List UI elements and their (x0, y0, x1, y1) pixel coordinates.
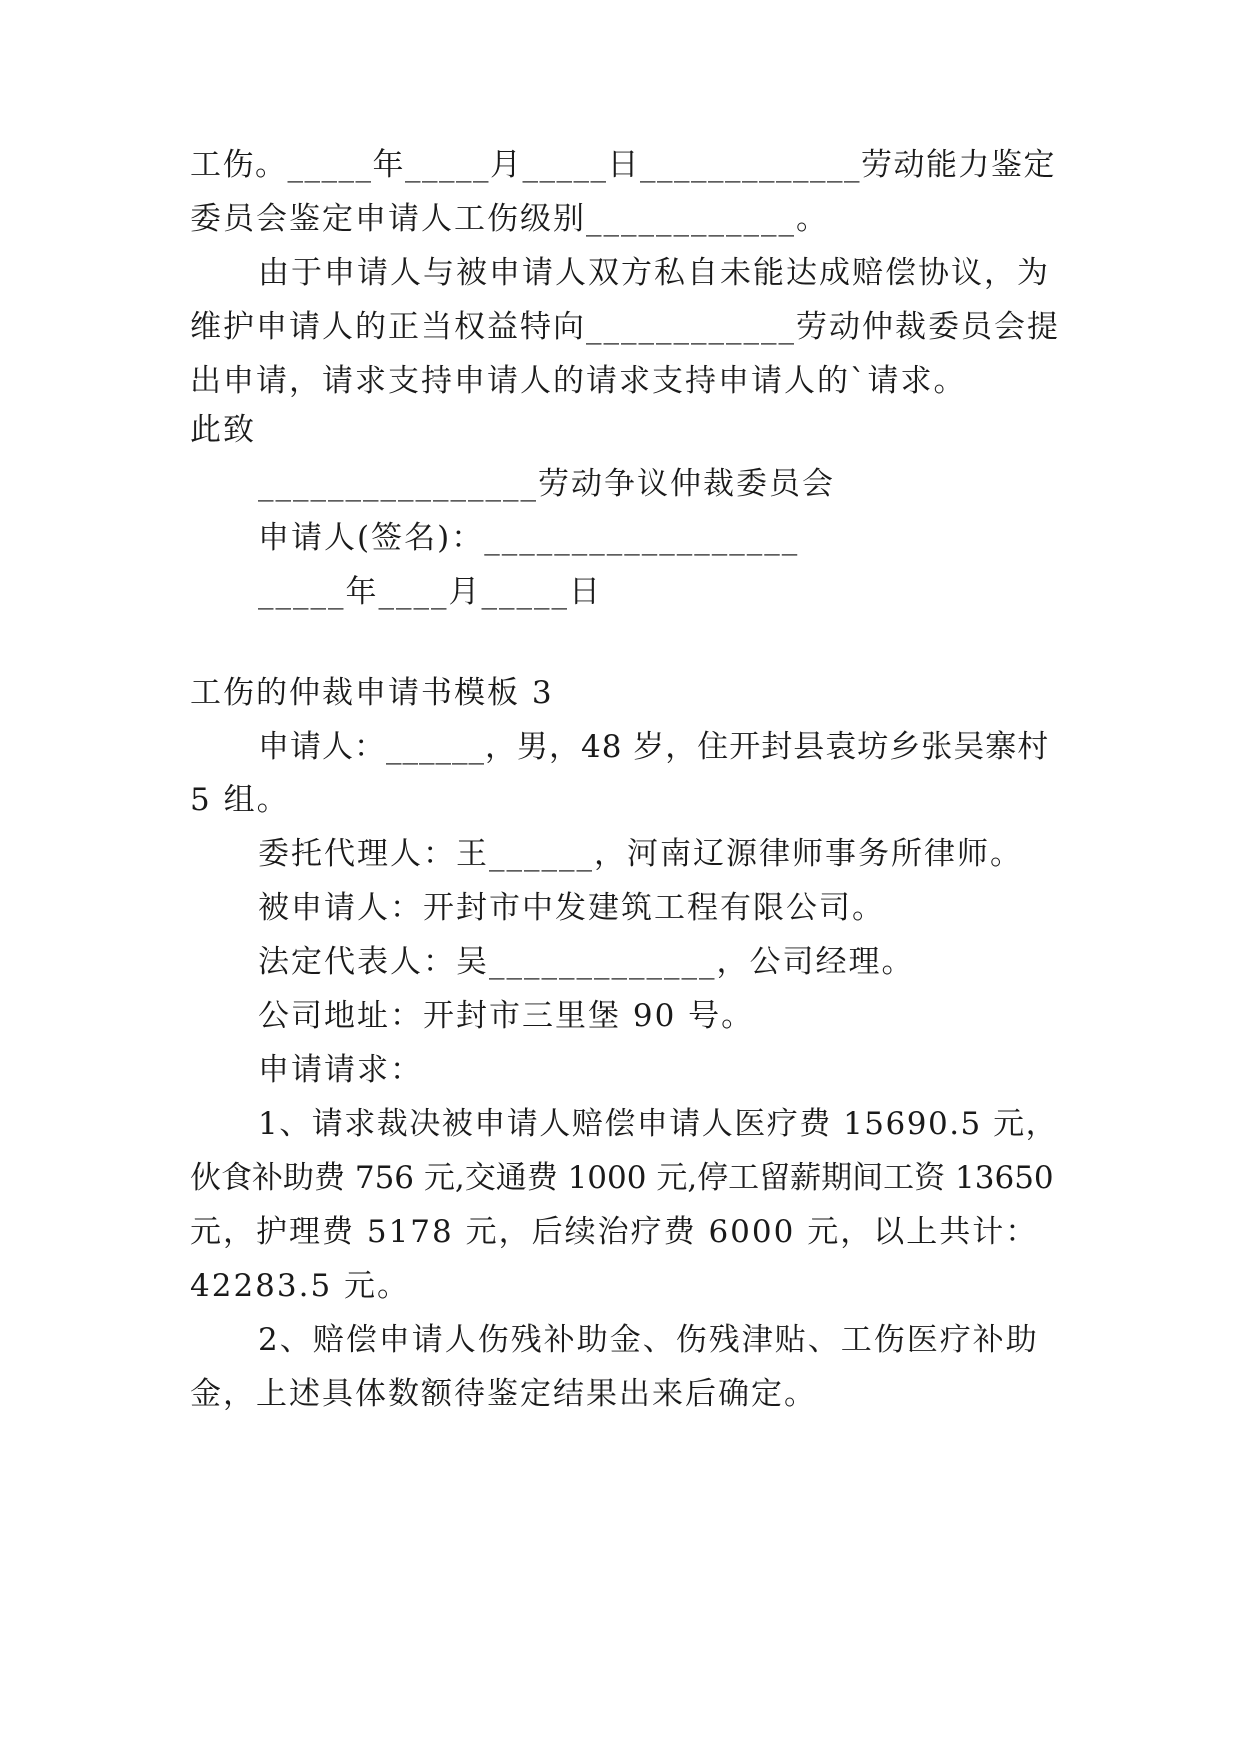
line-18: 1、请求裁决被申请人赔偿申请人医疗费 15690.5 元， (258, 1106, 1059, 1142)
line-3: 由于申请人与被申请人双方私自未能达成赔偿协议，为 (258, 255, 1050, 291)
line-15: 法定代表人：吴_____________，公司经理。 (258, 944, 915, 980)
line-14: 被申请人：开封市中发建筑工程有限公司。 (258, 890, 885, 926)
line-11: 申请人：______，男，48 岁，住开封县袁坊乡张吴寨村 (258, 729, 1050, 765)
line-17: 申请请求： (258, 1052, 423, 1088)
line-20: 元，护理费 5178 元，后续治疗费 6000 元，以上共计： (190, 1214, 1039, 1250)
line-4: 维护申请人的正当权益特向____________劳动仲裁委员会提 (190, 309, 1060, 345)
line-13: 委托代理人：王______，河南辽源律师事务所律师。 (258, 836, 1023, 872)
line-22: 2、赔偿申请人伤残补助金、伤残津贴、工伤医疗补助 (258, 1322, 1039, 1358)
line-9: _____年____月_____日 (258, 574, 602, 610)
line-2: 委员会鉴定申请人工伤级别____________。 (190, 201, 829, 237)
section-heading: 工伤的仲裁申请书模板 3 (190, 675, 554, 711)
line-23: 金，上述具体数额待鉴定结果出来后确定。 (190, 1376, 817, 1412)
line-21: 42283.5 元。 (190, 1268, 411, 1304)
line-19: 伙食补助费 756 元,交通费 1000 元,停工留薪期间工资 13650 (190, 1160, 1054, 1196)
line-6: 此致 (190, 412, 256, 448)
line-8: 申请人(签名)：__________________ (258, 520, 800, 556)
line-1: 工伤。_____年_____月_____日_____________劳动能力鉴定 (190, 147, 1056, 183)
line-7: ________________劳动争议仲裁委员会 (258, 466, 835, 502)
line-12: 5 组。 (190, 782, 290, 818)
line-16: 公司地址：开封市三里堡 90 号。 (258, 998, 755, 1034)
line-5: 出申请，请求支持申请人的请求支持申请人的`请求。 (190, 363, 967, 399)
